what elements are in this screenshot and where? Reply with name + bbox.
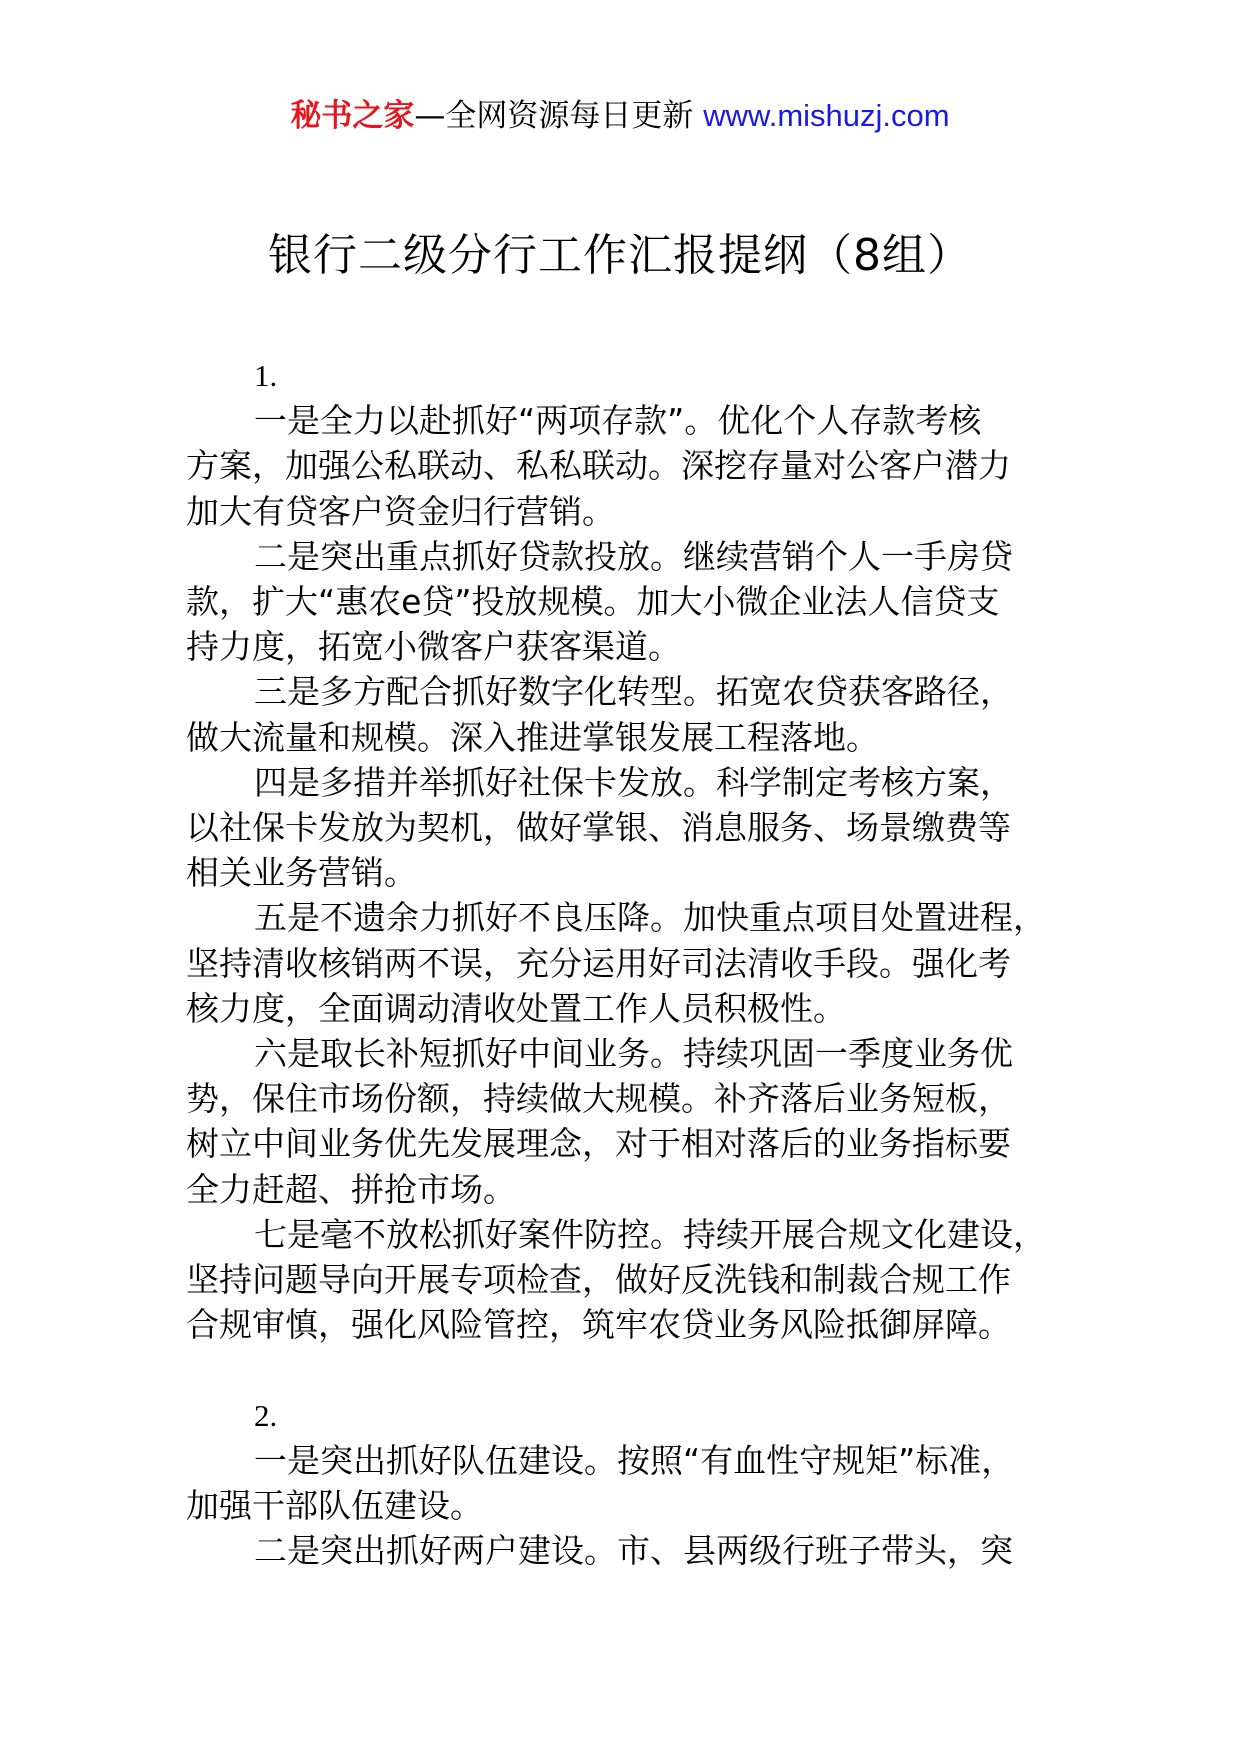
paragraph-line: 以社保卡发放为契机，做好掌银、消息服务、场景缴费等	[186, 808, 1011, 848]
paragraph	[186, 895, 1066, 1031]
paragraph-line: 一是全力以赴抓好“两项存款”。优化个人存款考核	[254, 401, 982, 441]
paragraph-line: 持力度，拓宽小微客户获客渠道。	[186, 627, 681, 667]
paragraph-line: 款，扩大“惠农e贷”投放规模。加大小微企业法人信贷支	[186, 582, 1000, 622]
site-header	[0, 96, 1240, 136]
paragraph	[186, 760, 1066, 896]
document-title: 银行二级分行工作汇报提纲（8组）	[268, 230, 972, 281]
paragraph-line: 五是不遗余力抓好不良压降。加快重点项目处置进程，	[254, 898, 1046, 938]
paragraph	[186, 669, 1066, 759]
paragraph-line: 三是多方配合抓好数字化转型。拓宽农贷获客路径，	[254, 672, 1013, 712]
paragraph	[186, 1528, 1066, 1573]
paragraph	[186, 1438, 1066, 1528]
paragraph-line: 方案，加强公私联动、私私联动。深挖存量对公客户潜力	[186, 446, 1011, 486]
paragraph-line: 二是突出重点抓好贷款投放。继续营销个人一手房贷	[254, 536, 1013, 576]
site-url-link[interactable]: www.mishuzj.com	[703, 98, 950, 133]
paragraph-line: 势，保住市场份额，持续做大规模。补齐落后业务短板，	[186, 1079, 1011, 1119]
paragraph	[186, 1212, 1066, 1348]
paragraph-line: 一是突出抓好队伍建设。按照“有血性守规矩”标准，	[254, 1440, 1015, 1480]
section-number: 2.	[254, 1397, 278, 1433]
paragraph-line: 坚持问题导向开展专项检查，做好反洗钱和制裁合规工作	[186, 1260, 1011, 1300]
paragraph-line: 二是突出抓好两户建设。市、县两级行班子带头，突	[254, 1531, 1013, 1571]
paragraph-line: 合规审慎，强化风险管控，筑牢农贷业务风险抵御屏障。	[186, 1305, 1011, 1345]
paragraph-line: 核力度，全面调动清收处置工作人员积极性。	[186, 988, 846, 1028]
section-spacer	[186, 1347, 1066, 1392]
paragraph-line: 全力赶超、拼抢市场。	[186, 1169, 516, 1209]
paragraph-line: 四是多措并举抓好社保卡发放。科学制定考核方案，	[254, 762, 1013, 802]
paragraph-line: 加大有贷客户资金归行营销。	[186, 491, 615, 531]
paragraph-line: 坚持清收核销两不误，充分运用好司法清收手段。强化考	[186, 943, 1011, 983]
paragraph-line: 做大流量和规模。深入推进掌银发展工程落地。	[186, 717, 879, 757]
paragraph-line: 加强干部队伍建设。	[186, 1486, 483, 1526]
paragraph	[186, 398, 1066, 534]
document-body	[186, 353, 1066, 1573]
section-number: 1.	[254, 358, 278, 393]
header-tagline: —全网资源每日更新	[414, 98, 704, 134]
paragraph-line: 相关业务营销。	[186, 853, 417, 893]
paragraph-line: 树立中间业务优先发展理念，对于相对落后的业务指标要	[186, 1124, 1011, 1164]
paragraph	[186, 1031, 1066, 1212]
paragraph-line: 六是取长补短抓好中间业务。持续巩固一季度业务优	[254, 1034, 1013, 1074]
brand-name: 秘书之家	[290, 98, 415, 134]
paragraph-line: 七是毫不放松抓好案件防控。持续开展合规文化建设，	[254, 1214, 1046, 1254]
paragraph	[186, 534, 1066, 670]
